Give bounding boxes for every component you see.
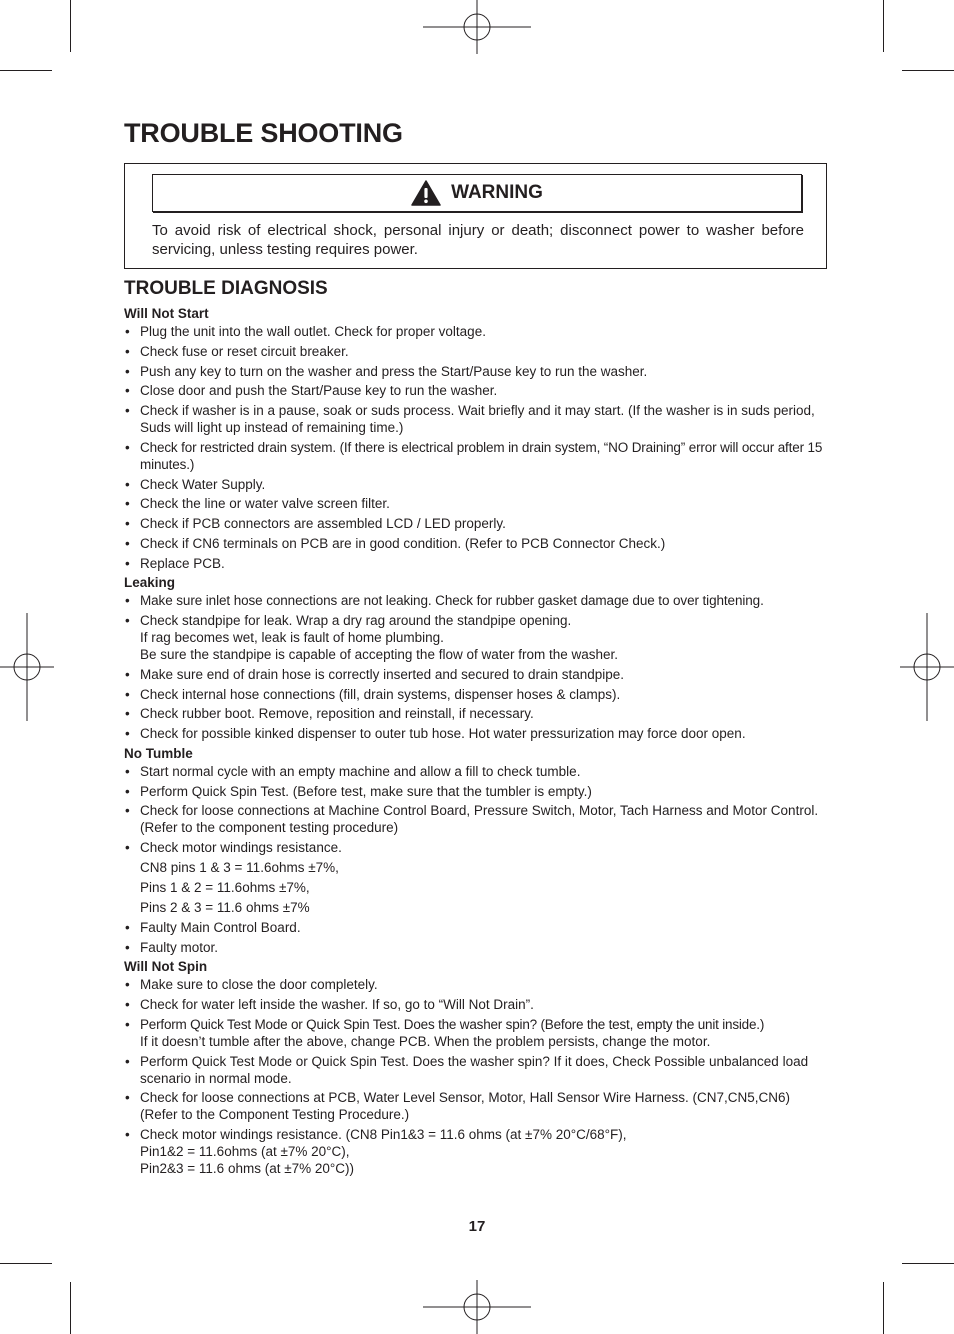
list-item: • Start normal cycle with an empty machine and allow a fill to check tumble. — [125, 763, 581, 779]
list-item: • Faulty motor. — [125, 939, 219, 955]
list-item: • Make sure to close the door completely. — [125, 977, 378, 993]
registration-mark-icon — [423, 0, 531, 54]
crop-mark — [70, 0, 71, 52]
registration-mark-icon — [423, 1280, 531, 1334]
page-title: TROUBLE SHOOTING — [124, 118, 403, 148]
trouble-diagnosis-section — [124, 278, 830, 1180]
page-number: 17 — [468, 1218, 486, 1235]
list-item: • Check for loose connections at PCB, Water Level Sensor, Motor, Hall Sensor Wire Harness. (CN7,CN5,CN6) (Refer to the Component Testing Procedure.) — [125, 1090, 790, 1123]
no-tumble-list-cont — [124, 919, 830, 956]
list-item: • Perform Quick Test Mode or Quick Spin Test. Does the washer spin? (Before the test, empty the unit inside.) If it doesn’t tumble after the above, change PCB. When the problem persists, change the motor. — [125, 1016, 765, 1049]
subheading-no-tumble: No Tumble — [124, 745, 193, 761]
will-not-start-list — [124, 323, 830, 572]
list-item: • Push any key to turn on the washer and press the Start/Pause key to run the washer. — [125, 363, 648, 379]
list-item: • Make sure end of drain hose is correctly inserted and secured to drain standpipe. — [125, 666, 625, 682]
list-item: • Check for water left inside the washer. If so, go to “Will Not Drain”. — [125, 997, 534, 1012]
list-item: • Perform Quick Spin Test. (Before test, make sure that the tumbler is empty.) — [125, 783, 592, 799]
list-item: • Check Water Supply. — [125, 476, 266, 492]
list-item: • Make sure inlet hose connections are not leaking. Check for rubber gasket damage due to over tightening. — [125, 593, 764, 609]
list-item: • Check if washer is in a pause, soak or suds process. Wait briefly and it may start. (If the washer is in suds period, Suds will light up instead of remaining time.) — [125, 403, 815, 435]
list-item: • Replace PCB. — [125, 555, 225, 571]
subheading-leaking: Leaking — [124, 575, 176, 591]
list-item: • Perform Quick Test Mode or Quick Spin Test. Does the washer spin? If it does, Check Possible unbalanced load scenario in normal mode. — [125, 1053, 809, 1086]
crop-mark — [0, 70, 52, 71]
warning-label: WARNING — [451, 182, 543, 203]
crop-mark — [883, 1282, 884, 1334]
list-item: • Check if PCB connectors are assembled LCD / LED properly. — [125, 516, 506, 531]
warning-box — [124, 163, 827, 269]
list-item: • Faulty Main Control Board. — [125, 919, 301, 935]
warning-triangle-icon — [411, 180, 441, 206]
list-item: • Check for restricted drain system. (If there is electrical problem in drain system, “NO Draining” error will occur after 15 minutes.) — [125, 439, 823, 472]
warning-text: To avoid risk of electrical shock, personal injury or death; disconnect power to washer before servicing, unless testing requires power. — [152, 222, 804, 258]
subheading-will-not-spin: Will Not Spin — [124, 959, 208, 975]
list-item: • Close door and push the Start/Pause key to run the washer. — [125, 383, 498, 399]
leaking-list — [124, 592, 830, 742]
warning-header — [152, 174, 802, 212]
resistance-value: Pins 1 & 2 = 11.6ohms ±7%, — [140, 879, 310, 895]
crop-mark — [902, 1263, 954, 1264]
list-item: • Check rubber boot. Remove, reposition and reinstall, if necessary. — [125, 706, 534, 722]
list-item: • Check motor windings resistance. — [125, 840, 342, 855]
list-item: • Check internal hose connections (fill, drain systems, dispenser hoses & clamps). — [125, 686, 621, 702]
crop-mark — [902, 70, 954, 71]
list-item: • Check motor windings resistance. (CN8 Pin1&3 = 11.6 ohms (at ±7% 20°C/68°F), Pin1&2 = 11.6ohms (at ±7% 20°C), Pin2&3 = 11.6 ohms (at ±7% 20°C)) — [125, 1127, 627, 1176]
list-item: • Check the line or water valve screen filter. — [125, 496, 390, 512]
registration-mark-icon — [0, 613, 54, 721]
list-item: • Check fuse or reset circuit breaker. — [125, 343, 349, 359]
will-not-spin-list — [124, 976, 830, 1177]
crop-mark — [883, 0, 884, 52]
resistance-value: CN8 pins 1 & 3 = 11.6ohms ±7%, — [140, 859, 339, 875]
section-title: TROUBLE DIAGNOSIS — [124, 278, 328, 299]
subheading-will-not-start: Will Not Start — [124, 306, 209, 321]
crop-mark — [0, 1263, 52, 1264]
list-item: • Check for loose connections at Machine Control Board, Pressure Switch, Motor, Tach Harness and Motor Control. (Refer to the component testing procedure) — [125, 803, 819, 836]
no-tumble-list — [124, 763, 830, 856]
list-item: • Check for possible kinked dispenser to outer tub hose. Hot water pressurization may force door open. — [125, 726, 746, 741]
list-item: • Check standpipe for leak. Wrap a dry rag around the standpipe opening. If rag becomes wet, leak is fault of home plumbing. Be sure the standpipe is capable of accepting the flow of water from the washer. — [125, 613, 619, 662]
resistance-value: Pins 2 & 3 = 11.6 ohms ±7% — [140, 899, 310, 915]
list-item: • Check if CN6 terminals on PCB are in good condition. (Refer to PCB Connector Check.) — [125, 535, 666, 551]
list-item: • Plug the unit into the wall outlet. Check for proper voltage. — [125, 324, 486, 339]
crop-mark — [70, 1282, 71, 1334]
registration-mark-icon — [900, 613, 954, 721]
